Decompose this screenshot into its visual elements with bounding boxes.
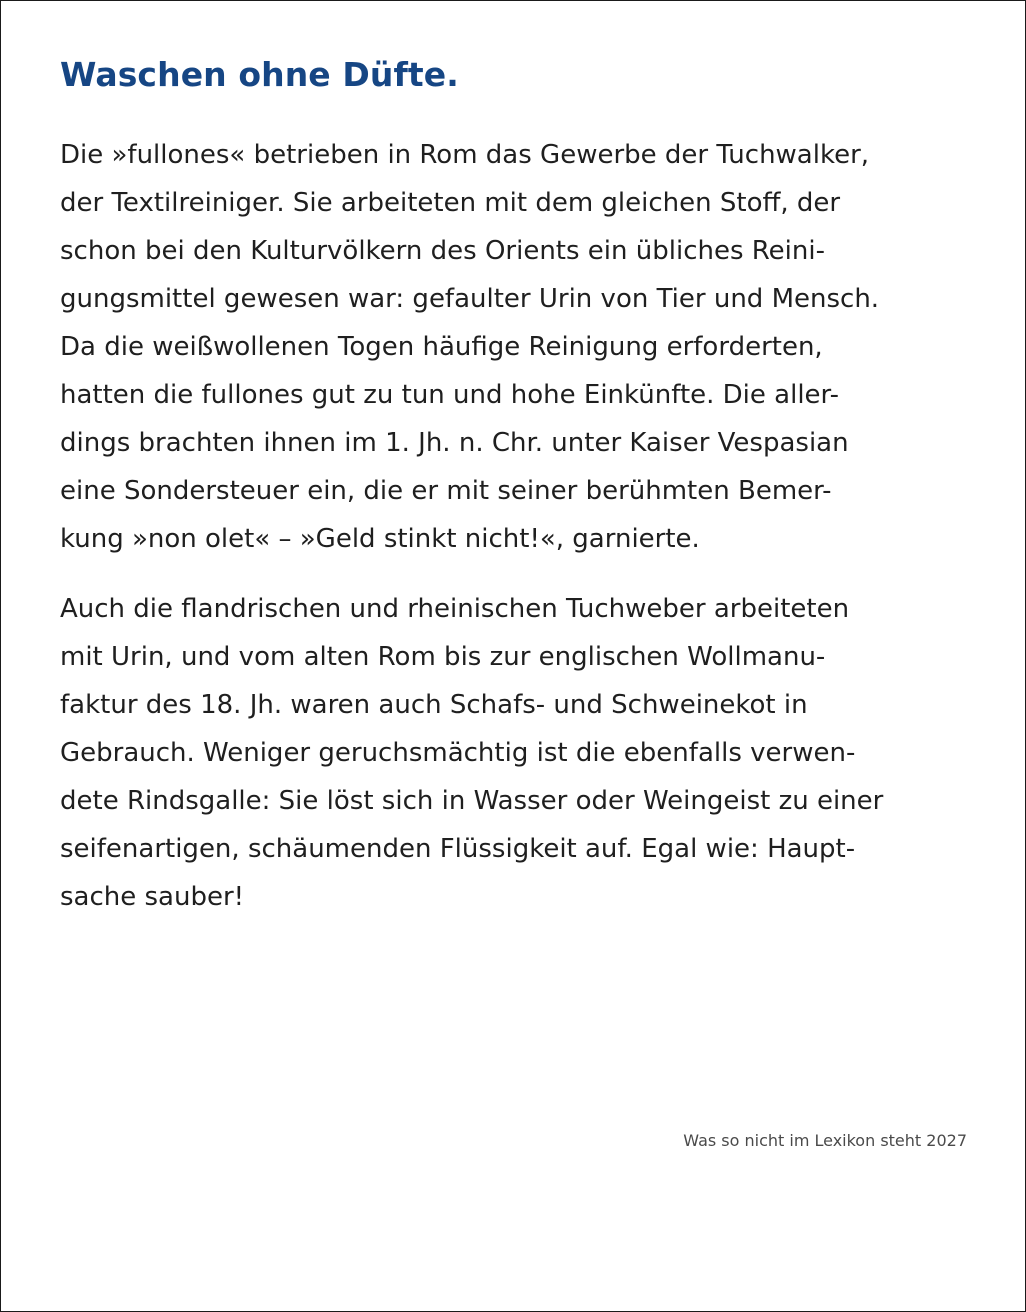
text-line: dings brachten ihnen im 1. Jh. n. Chr. unter Kaiser Vespasian: [60, 428, 849, 458]
footer-source-label: Was so nicht im Lexikon steht 2027: [683, 1131, 967, 1150]
text-line: schon bei den Kulturvölkern des Orients ein übliches Reini-: [60, 236, 825, 266]
text-line: faktur des 18. Jh. waren auch Schafs- und Schweinekot in: [60, 690, 808, 720]
text-line: eine Sondersteuer ein, die er mit seiner berühmten Bemer-: [60, 476, 832, 506]
paragraph-1: [60, 131, 980, 563]
text-line: kung »non olet« – »Geld stinkt nicht!«, garnierte.: [60, 524, 700, 554]
text-line: der Textilreiniger. Sie arbeiteten mit dem gleichen Stoff, der: [60, 188, 841, 218]
text-line: mit Urin, und vom alten Rom bis zur englischen Wollmanu-: [60, 642, 826, 672]
text-line: seifenartigen, schäumenden Flüssigkeit auf. Egal wie: Haupt-: [60, 834, 856, 864]
article-body: [60, 131, 980, 921]
page-title: Waschen ohne Düfte.: [60, 55, 459, 94]
text-line: hatten die fullones gut zu tun und hohe Einkünfte. Die aller-: [60, 380, 839, 410]
text-line: Die »fullones« betrieben in Rom das Gewerbe der Tuchwalker,: [60, 140, 870, 170]
text-line: Gebrauch. Weniger geruchsmächtig ist die ebenfalls verwen-: [60, 738, 856, 768]
paragraph-2: [60, 585, 980, 921]
text-line: Auch die flandrischen und rheinischen Tuchweber arbeiteten: [60, 594, 850, 624]
text-line: Da die weißwollenen Togen häufige Reinigung erforderten,: [60, 332, 823, 362]
text-line: dete Rindsgalle: Sie löst sich in Wasser oder Weingeist zu einer: [60, 786, 884, 816]
text-line: gungsmittel gewesen war: gefaulter Urin von Tier und Mensch.: [60, 284, 880, 314]
text-line: sache sauber!: [60, 882, 245, 912]
